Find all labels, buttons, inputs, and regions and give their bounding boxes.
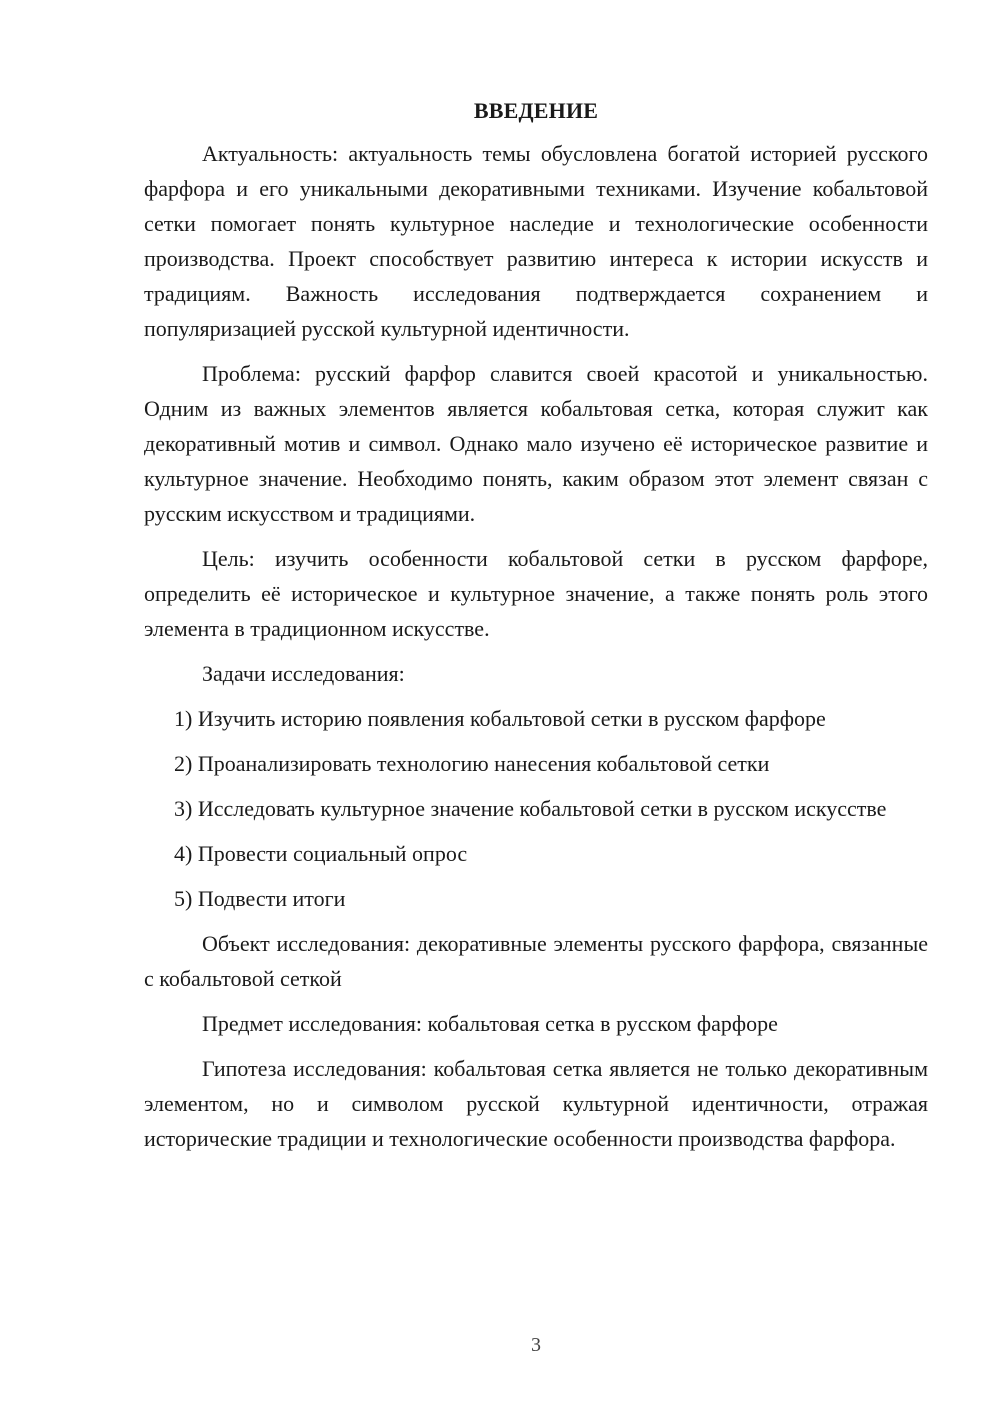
task-item-2: 2) Проанализировать технологию нанесения кобальтовой сетки [174,751,770,776]
task-item-4: 4) Провести социальный опрос [174,841,468,866]
task-item-1: 1) Изучить историю появления кобальтовой сетки в русском фарфоре [174,706,826,731]
paragraph-goal: Цель: изучить особенности кобальтовой сетки в русском фарфоре, определить её историческое и культурное значение, а также понять роль этого элемента в традиционном искусстве. [144,546,928,641]
paragraph-object: Объект исследования: декоративные элементы русского фарфора, связанные с кобальтовой сеткой [144,931,928,991]
paragraph-hypothesis: Гипотеза исследования: кобальтовая сетка является не только декоративным элементом, но и символом русской культурной идентичности, отражая исторические традиции и технологические особенности производства фарфора. [144,1056,928,1151]
page-number: 3 [531,1334,541,1356]
section-title: ВВЕДЕНИЕ [473,98,599,123]
paragraph-relevance: Актуальность: актуальность темы обусловлена богатой историей русского фарфора и его уникальными декоративными техниками. Изучение кобальтовой сетки помогает понять культурное наследие и технологические особенности производства. Проект способствует развитию интереса к истории искусств и традициям. Важность исследования подтверждается сохранением и популяризацией русской культурной идентичности. [144,141,928,341]
paragraph-subject: Предмет исследования: кобальтовая сетка в русском фарфоре [202,1011,778,1036]
document-page [144,96,928,1166]
task-item-5: 5) Подвести итоги [174,886,346,911]
tasks-heading: Задачи исследования: [202,661,405,686]
paragraph-problem: Проблема: русский фарфор славится своей красотой и уникальностью. Одним из важных элементов является кобальтовая сетка, которая служит как декоративный мотив и символ. Однако мало изучено её историческое развитие и культурное значение. Необходимо понять, каким образом этот элемент связан с русским искусством и традициями. [144,361,928,526]
task-item-3: 3) Исследовать культурное значение кобальтовой сетки в русском искусстве [174,796,887,821]
